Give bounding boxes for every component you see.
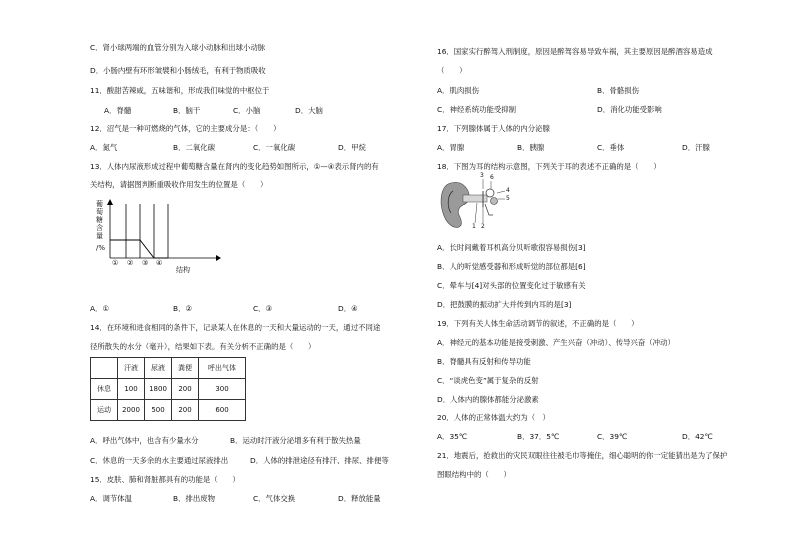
q19-option-c: C．“谈虎色变”属于复杂的反射	[437, 376, 539, 385]
q13-option-d: D．④	[338, 304, 358, 313]
ylabel-char: 量	[96, 232, 103, 240]
table-cell: 2000	[118, 400, 145, 421]
table-header-row	[91, 358, 246, 379]
q16-option-d: D．消化功能受影响	[597, 105, 662, 114]
q20-option-d: D．42℃	[682, 432, 713, 441]
q17-option-d: D．汗腺	[682, 143, 710, 152]
q16-stem-line1: 16．国家实行醉驾入刑制度，原因是醉驾容易导致车祸，其主要原因是醉酒容易造成	[437, 47, 713, 56]
table-cell: 600	[199, 400, 246, 421]
q14-option-c: C．休息的一天多余的水主要通过尿液排出	[90, 456, 229, 465]
q13-stem-line2: 关结构，请据图判断重吸收作用发生的位置是（ ）	[90, 180, 268, 189]
table-cell: 200	[172, 400, 199, 421]
q19-option-d: D．人体内的腺体都能分泌激素	[437, 395, 539, 404]
q12-option-d: D．甲烷	[338, 143, 366, 152]
ylabel-char: 含	[96, 224, 103, 232]
q13-glucose-graph	[96, 198, 226, 280]
ear-label-5: 5	[506, 195, 510, 202]
table-cell: 汗液	[118, 358, 145, 379]
q11-stem: 11．酸甜苦辣咸，五味谐和，形成我们味觉的中枢位于	[90, 86, 270, 95]
ear-label-2: 2	[481, 223, 485, 230]
q17-option-c: C．垂体	[597, 143, 625, 152]
q18-option-b: B．人的听觉感受器和形成听觉的部位都是[6]	[437, 262, 586, 271]
q20-option-b: B．37．5℃	[517, 432, 560, 441]
q14-option-a: A．呼出气体中，也含有少量水分	[90, 436, 199, 445]
q20-option-a: A．35℃	[437, 432, 468, 441]
q15-option-c: C．气体交换	[253, 494, 296, 503]
q13-graph-unit: /%	[96, 244, 106, 252]
q13-option-c: C．③	[253, 304, 273, 313]
table-cell: 1800	[145, 379, 172, 400]
q14-option-d: D．人体的排泄途径有排汗、排尿、排便等	[250, 456, 389, 465]
q18-stem: 18．下图为耳的结构示意图，下列关于耳的表述不正确的是（ ）	[437, 162, 661, 171]
q14-stem-line1: 14．在环境和进食相同的条件下，记录某人在休息的一天和大量运动的一天，通过不同途	[90, 323, 381, 332]
q17-stem: 17．下列腺体属于人体的内分泌腺	[437, 124, 550, 133]
table-row	[91, 379, 246, 400]
q18-option-a: A．长时间戴着耳机高分贝听歌很容易损伤[3]	[437, 243, 586, 252]
q20-stem: 20．人体的正常体温大约为（ ）	[437, 413, 550, 422]
ear-label-3: 3	[480, 172, 484, 179]
q13-stem-line1: 13．人体内尿液形成过程中葡萄糖含量在肾内的变化趋势如图所示，①—④表示肾内的有	[90, 162, 379, 171]
ear-label-6: 6	[490, 174, 494, 181]
q18-ear-diagram	[437, 172, 517, 235]
q19-stem: 19．下列有关人体生命活动调节的叙述，不正确的是（ ）	[437, 319, 639, 328]
q12-option-a: A．氮气	[90, 143, 118, 152]
q18-option-c: C．晕车与[4]对头部的位置变化过于敏感有关	[437, 281, 586, 290]
q13-graph-xlabel: 结构	[176, 266, 190, 274]
q11-option-a: A．脊髓	[104, 106, 132, 115]
q14-water-table	[90, 357, 246, 421]
q12-option-c: C．一氧化碳	[253, 143, 296, 152]
q10-option-c: C．肾小球两端的血管分别为入球小动脉和出球小动脉	[90, 43, 266, 52]
q13-tick-3: ③	[142, 259, 149, 267]
ear-label-4: 4	[506, 187, 510, 194]
q18-option-d: D．把鼓膜的振动扩大并传到内耳的是[3]	[437, 300, 572, 309]
q13-option-a: A．①	[90, 304, 110, 313]
q16-stem-line2: （ ）	[437, 66, 467, 75]
table-row	[91, 400, 246, 421]
table-cell	[91, 358, 118, 379]
q13-option-b: B．②	[173, 304, 193, 313]
q12-option-b: B．二氧化碳	[173, 143, 216, 152]
q11-option-b: B．脑干	[173, 106, 201, 115]
q15-stem: 15．皮肤、肺和肾脏都具有的功能是（ ）	[90, 475, 240, 484]
q21-stem-line1: 21．地震后，抢救出的灾民双眼往往被毛巾等掩住，细心聪明的你一定能猜出是为了保护	[437, 451, 728, 460]
q13-tick-2: ②	[127, 259, 134, 267]
q19-option-a: A．神经元的基本功能是接受刺激、产生兴奋（冲动）、传导兴奋（冲动）	[437, 338, 675, 347]
ylabel-char: 萄	[96, 208, 103, 216]
q14-stem-line2: 径所散失的水分（毫升），结果如下表。有关分析不正确的是（ ）	[90, 342, 316, 351]
table-cell: 500	[145, 400, 172, 421]
q13-graph-plot	[96, 198, 226, 280]
q20-option-c: C．39℃	[597, 432, 628, 441]
ear-label-1: 1	[472, 223, 476, 230]
q16-option-b: B．骨骼损伤	[597, 86, 640, 95]
table-cell: 尿液	[145, 358, 172, 379]
q15-option-d: D．释放能量	[338, 494, 381, 503]
q12-stem: 12．沼气是一种可燃烧的气体，它的主要成分是：（ ）	[90, 124, 281, 133]
q10-option-d: D．小肠内壁有环形皱襞和小肠绒毛，有利于物质吸收	[90, 66, 266, 75]
q21-stem-line2: 图眼结构中的（ ）	[437, 470, 511, 479]
table-cell: 呼出气体	[199, 358, 246, 379]
ylabel-char: 糖	[96, 216, 103, 224]
q19-option-b: B．脊髓具有反射和传导功能	[437, 357, 531, 366]
q11-option-c: C．小脑	[233, 106, 261, 115]
table-cell: 粪便	[172, 358, 199, 379]
q13-tick-4: ④	[156, 259, 163, 267]
q16-option-c: C．神经系统功能受抑制	[437, 105, 517, 114]
table-cell: 300	[199, 379, 246, 400]
ylabel-char: 葡	[96, 200, 103, 208]
q14-option-b: B．运动时汗液分泌增多有利于散失热量	[230, 436, 361, 445]
table-cell: 运动	[91, 400, 118, 421]
table-cell: 200	[172, 379, 199, 400]
ear-illustration	[437, 175, 517, 235]
q17-option-a: A．胃腺	[437, 143, 465, 152]
q15-option-b: B．排出废物	[173, 494, 216, 503]
q16-option-a: A．肌肉损伤	[437, 86, 480, 95]
table-cell: 100	[118, 379, 145, 400]
q13-tick-1: ①	[112, 259, 119, 267]
q11-option-d: D．大脑	[295, 106, 323, 115]
q17-option-b: B．胰腺	[517, 143, 545, 152]
table-cell: 休息	[91, 379, 118, 400]
q15-option-a: A．调节体温	[90, 494, 133, 503]
